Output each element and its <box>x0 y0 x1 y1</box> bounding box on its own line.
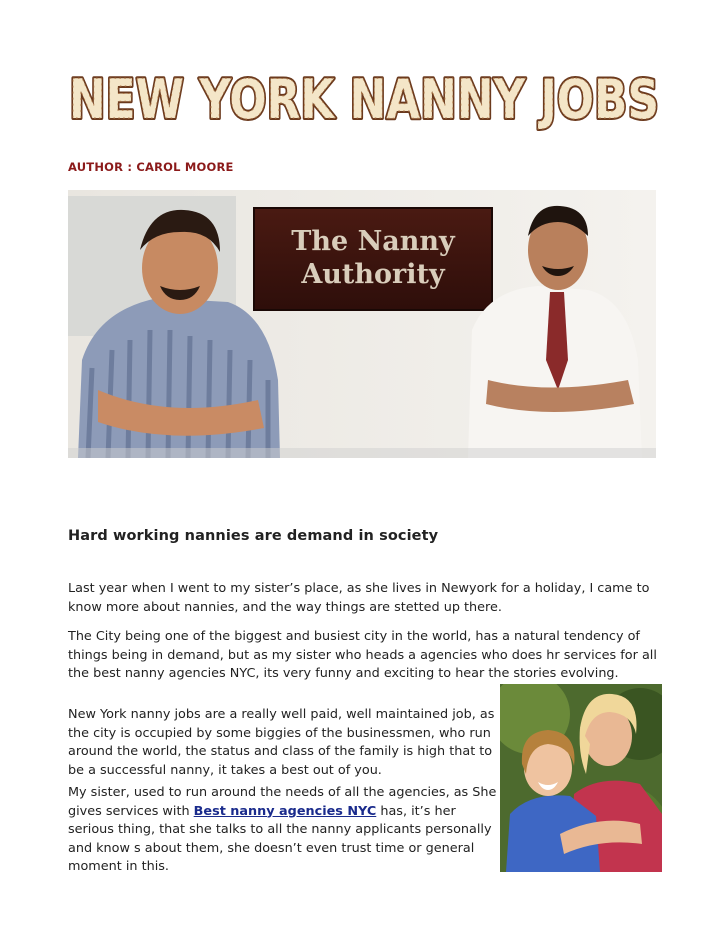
sign-line-2: Authority <box>301 259 445 290</box>
page-title-dots: NEW YORK NANNY JOBS <box>69 68 659 131</box>
sign-line-1: The Nanny <box>291 226 455 257</box>
paragraph-2: The City being one of the biggest and busiest city in the world, has a natural tendency of things being in demand, but as my sister who heads a agencies who does hr services for all the best nanny agencies NYC, its very funny and exciting to hear the stories evolving. <box>68 629 657 681</box>
article-heading: Hard working nannies are demand in society <box>68 528 439 544</box>
nanny-child-photo <box>500 684 662 872</box>
best-nanny-agencies-link[interactable]: Best nanny agencies NYC <box>193 803 377 819</box>
page-title-logo <box>64 66 664 136</box>
nanny-authority-photo <box>68 190 656 458</box>
paragraph-1: Last year when I went to my sister’s place, as she lives in Newyork for a holiday, I came to know more about nannies, and the way things are stetted up there. <box>68 581 650 615</box>
paragraph-4-start: My sister, used to run around the needs of all the agencies, as She gives services with <box>68 785 497 819</box>
author-line: AUTHOR : CAROL MOORE <box>68 160 234 174</box>
paragraph-4 <box>68 784 498 877</box>
page-title: NEW YORK NANNY JOBS <box>69 68 659 131</box>
paragraph-4-end: has, it’s her serious thing, that she talks to all the nanny applicants personally and know s about them, she doesn’t even trust time or general moment in this. <box>68 803 492 874</box>
paragraph-3: New York nanny jobs are a really well paid, well maintained job, as the city is occupied by some biggies of the businessmen, who run around the world, the status and class of the family is high that to be a successful nanny, it takes a best out of you. <box>68 707 495 778</box>
